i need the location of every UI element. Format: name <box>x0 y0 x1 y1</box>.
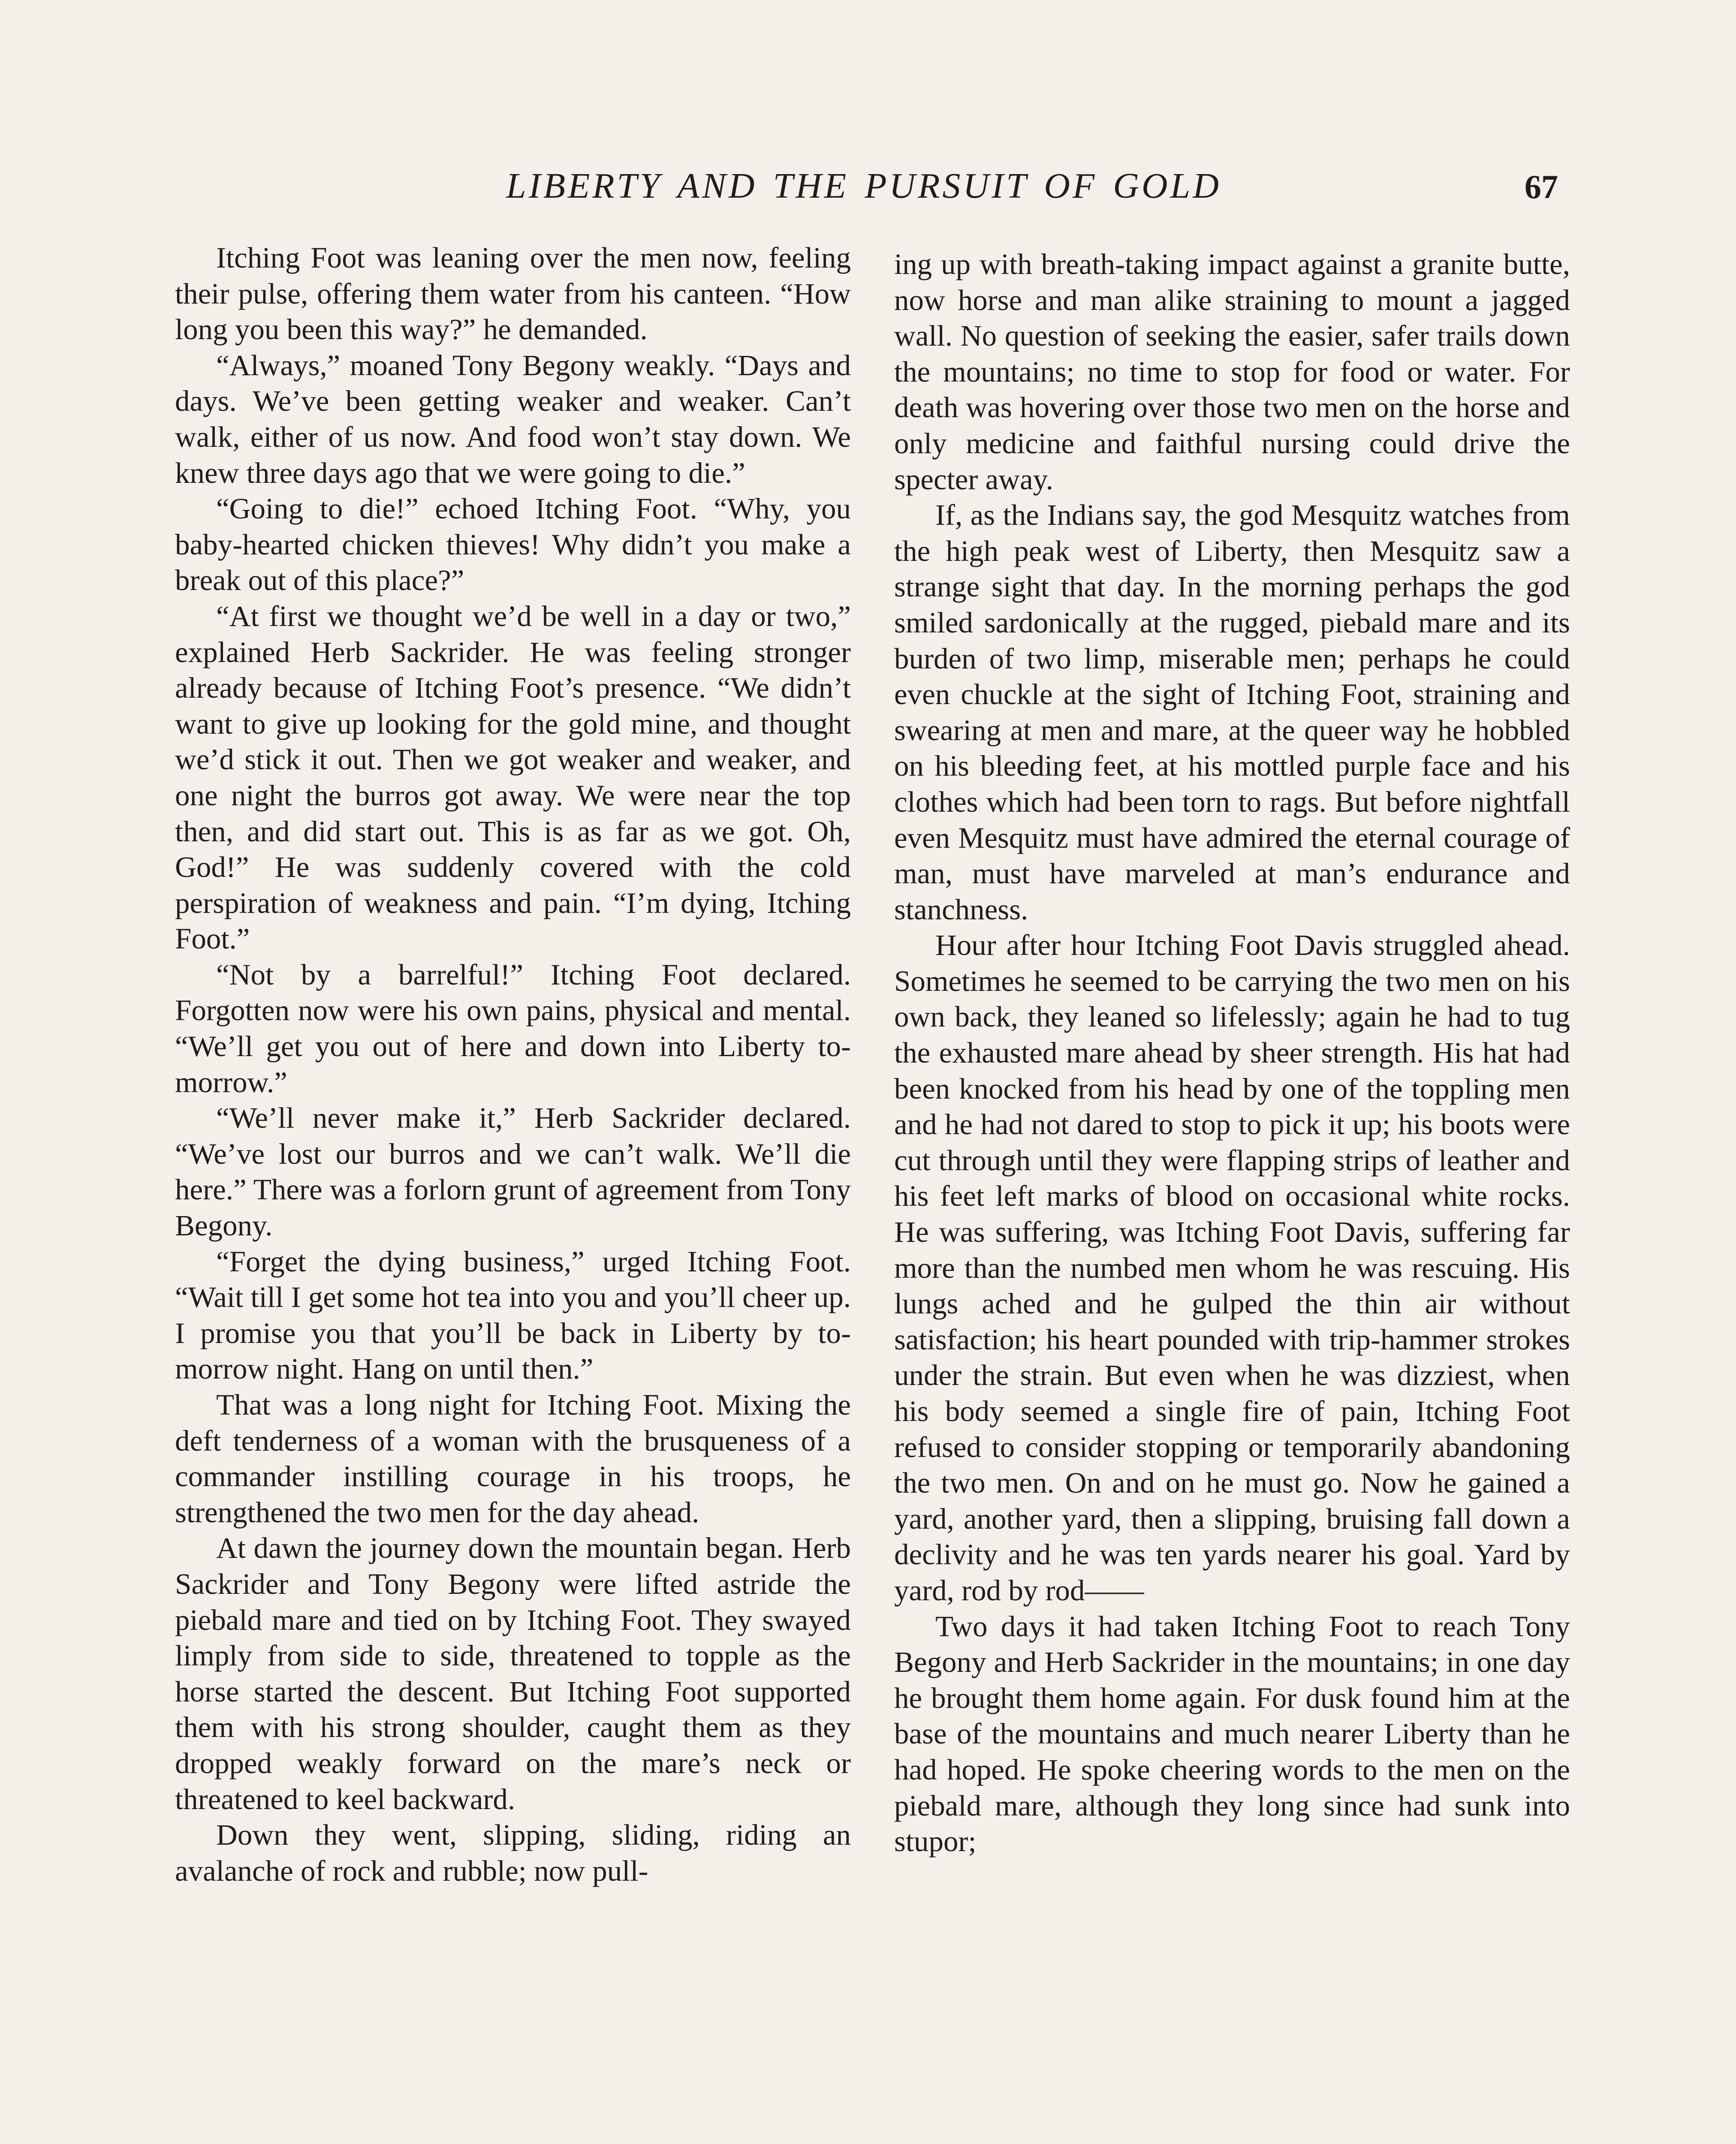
paragraph: “At first we thought we’d be well in a day or two,” explained Herb Sackrider. He was feeling stronger already because of Itching Foot’s presence. “We didn’t want to give up looking for the gold mine, and thought we’d stick it out. Then we got weaker and weaker, and one night the burros got away. We were near the top then, and did start out. This is as far as we got. Oh, God!” He was suddenly covered with the cold perspiration of weakness and pain. “I’m dying, Itching Foot.” <box>175 599 851 955</box>
paragraph: That was a long night for Itching Foot. Mixing the deft tenderness of a woman with the brusqueness of a commander instilling courage in his troops, he strengthened the two men for the day ahead. <box>175 1388 851 1529</box>
paragraph: “We’ll never make it,” Herb Sackrider declared. “We’ve lost our burros and we can’t walk. We’ll die here.” There was a forlorn grunt of agreement from Tony Begony. <box>175 1102 851 1242</box>
paragraph: “Not by a barrelful!” Itching Foot declared. Forgotten now were his own pains, physical and mental. “We’ll get you out of here and down into Liberty to-morrow.” <box>175 958 851 1099</box>
paragraph: “Forget the dying business,” urged Itching Foot. “Wait till I get some hot tea into you and you’ll cheer up. I promise you that you’ll be back in Liberty by to-morrow night. Hang on until then.” <box>175 1245 851 1385</box>
paragraph: At dawn the journey down the mountain began. Herb Sackrider and Tony Begony were lifted astride the piebald mare and tied on by Itching Foot. They swayed limply from side to side, threatened to topple as the horse started the descent. But Itching Foot supported them with his strong shoulder, caught them as they dropped weakly forward on the mare’s neck or threatened to keel backward. <box>175 1532 851 1816</box>
paragraph: Hour after hour Itching Foot Davis struggled ahead. Sometimes he seemed to be carrying the two men on his own back, they leaned so lifelessly; again he had to tug the exhausted mare ahead by sheer strength. His hat had been knocked from his head by one of the toppling men and he had not dared to stop to pick it up; his boots were cut through until they were flapping strips of leather and his feet left marks of blood on occasional white rocks. He was suffering, was Itching Foot Davis, suffering far more than the numbed men whom he was rescuing. His lungs ached and he gulped the thin air without satisfaction; his heart pounded with trip-hammer strokes under the strain. But even when he was dizziest, when his body seemed a single fire of pain, Itching Foot refused to consider stopping or temporarily abandoning the two men. On and on he must go. Now he gained a yard, another yard, then a slipping, bruising fall down a declivity and he was ten yards nearer his goal. Yard by yard, rod by rod—— <box>894 929 1570 1607</box>
running-title: LIBERTY AND THE PURSUIT OF GOLD <box>506 166 1222 206</box>
paragraph: Down they went, slipping, sliding, riding an avalanche of rock and rubble; now pull- <box>175 1819 851 1887</box>
paragraph: “Going to die!” echoed Itching Foot. “Why, you baby-hearted chicken thieves! Why didn’t you make a break out of this place?” <box>175 492 851 597</box>
page-number: 67 <box>1525 168 1558 205</box>
paragraph: If, as the Indians say, the god Mesquitz watches from the high peak west of Liberty, then Mesquitz saw a strange sight that day. In the morning perhaps the god smiled sardonically at the rugged, piebald mare and its burden of two limp, miserable men; perhaps he could even chuckle at the sight of Itching Foot, straining and swearing at men and mare, at the queer way he hobbled on his bleeding feet, at his mottled purple face and his clothes which had been torn to rags. But before nightfall even Mesquitz must have admired the eternal courage of man, must have marveled at man’s endurance and stanchness. <box>894 499 1570 926</box>
paragraph: Itching Foot was leaning over the men now, feeling their pulse, offering them water from his canteen. “How long you been this way?” he demanded. <box>175 241 851 346</box>
paragraph: ing up with breath-taking impact against a granite butte, now horse and man alike straining to mount a jagged wall. No question of seeking the easier, safer trails down the mountains; no time to stop for food or water. For death was hovering over those two men on the horse and only medicine and faithful nursing could drive the specter away. <box>894 248 1570 496</box>
left-column <box>175 240 851 2144</box>
paragraph: Two days it had taken Itching Foot to reach Tony Begony and Herb Sackrider in the mountains; in one day he brought them home again. For dusk found him at the base of the mountains and much nearer Liberty than he had hoped. He spoke cheering words to the men on the piebald mare, although they long since had sunk into stupor; <box>894 1610 1570 1858</box>
right-column <box>894 247 1570 2144</box>
page-header <box>0 165 1736 212</box>
paragraph: “Always,” moaned Tony Begony weakly. “Days and days. We’ve been getting weaker and weaker. Can’t walk, either of us now. And food won’t stay down. We knew three days ago that we were going to die.” <box>175 349 851 489</box>
